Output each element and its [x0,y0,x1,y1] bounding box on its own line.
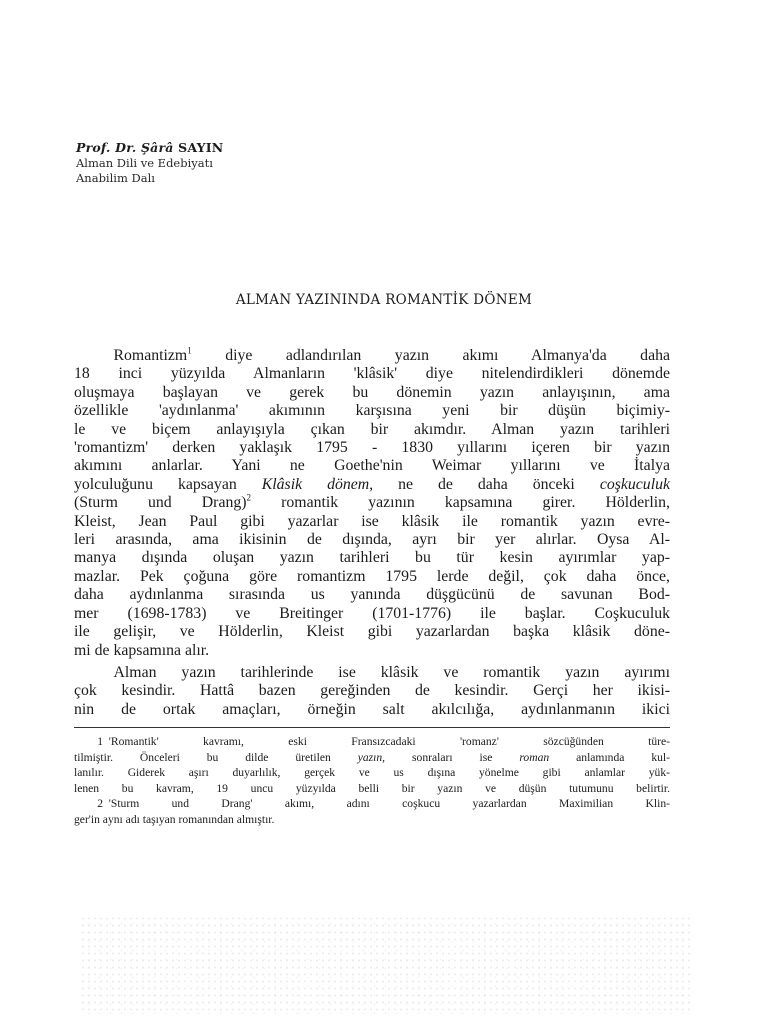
author-name [76,139,376,156]
emphasis-coskuculuk: coşkuculuk [599,475,670,493]
text-line: oluşmaya başlayan ve gerek bu dönemin yazın anlayışının, ama [74,383,670,401]
text-line: leri arasında, ama ikisinin de dışında, ayrı bir yer alırlar. Oysa Al- [74,531,670,549]
footnotes [74,734,670,827]
scan-noise-texture [80,915,690,1015]
footnote-1-line: lenen bu kavram, 19 uncu yüzyılda belli bir yazın ve düşün tutumunu belirtir. [74,781,670,795]
author-surname: SAYIN [178,140,224,155]
author-block [76,139,376,186]
footnote-1-line: lanılır. Giderek aşırı duyarlılık, gerçek ve us dışına yönelme gibi anlamlar yük- [74,766,670,779]
text-line: Alman yazın tarihlerinde ise klâsik ve romantik yazın ayırımı [113,664,670,681]
text-line: 'romantizm' derken yaklaşık 1795 - 1830 yıllarını içeren bir yazın [74,439,670,457]
paragraph-1 [74,347,670,660]
article-title: ALMAN YAZININDA ROMANTİK DÖNEM [235,292,533,308]
footnote-2-line: 2 'Sturm und Drang' akımı, adını coşkucu yazarlardan Maximilian Klin- [97,797,670,810]
text-line: özellikle 'aydınlanma' akımının karşısına yeni bir düşün biçimiy- [74,402,670,420]
footnote-2-number: 2 [97,797,103,810]
text-line: akımını anlarlar. Yani ne Goethe'nin Weimar yıllarını ve İtalya [74,457,670,475]
emphasis-klasik-donem: Klâsik dönem, [261,475,374,493]
text-line: nin de ortak amaçları, örneğin salt akılcılığa, aydınlanmanın ikici [74,700,670,718]
text-line: daha aydınlanma sırasında us yanında düşgücünü de savunan Bod- [74,586,670,604]
author-unit: Anabilim Dalı [76,171,155,185]
text-line: (Sturm und Drang)$^2$ romantik yazının kapsamına girer. Hölderlin, [74,492,670,512]
text-line: manya dışında oluşan yazın tarihleri bu tür kesin ayırımlar yap- [74,549,670,567]
paragraph-2 [74,664,670,719]
text-line: le ve biçem anlayışıyla çıkan bir akımdır. Alman yazın tarihleri [74,420,670,438]
text-line: yolculuğunu kapsayan Klâsik dönem, ne de daha önceki coşkuculuk [74,475,670,493]
footnote-1-line: 1 'Romantik' kavramı, eski Fransızcadaki 'romanz' sözcüğünden türe- [97,735,670,748]
author-title-name: Prof. Dr. Şârâ [76,140,174,155]
footnote-divider [74,727,670,728]
footnote-2-line: ger'in aynı adı taşıyan romanından almıştır. [74,812,275,826]
text-line: mazlar. Pek çoğuna göre romantizm 1795 lerde değil, çok daha önce, [74,567,670,585]
text-line: mi de kapsamına alır. [74,641,210,659]
footnote-ref-1[interactable]: 1 [187,345,192,356]
text-line: çok kesindir. Hattâ bazen gereğinden de kesindir. Gerçi her ikisi- [74,682,670,700]
text-line: Romantizm$^1$ diye adlandırılan yazın akımı Almanya'da daha [113,345,670,364]
text-line: 18 inci yüzyılda Almanların 'klâsik' diye nitelendirdikleri dönemde [74,365,670,383]
text-line: mer (1698-1783) ve Breitinger (1701-1776) ile başlar. Coşkuculuk [74,604,670,622]
author-department: Alman Dili ve Edebiyatı [76,156,213,170]
text-line: ile gelişir, ve Hölderlin, Kleist gibi yazarlardan başka klâsik döne- [74,623,670,641]
text-line: Kleist, Jean Paul gibi yazarlar ise klâsik ile romantik yazın evre- [74,512,670,530]
footnote-ref-2[interactable]: 2 [246,492,252,503]
footnote-1-number: 1 [97,735,103,748]
footnote-1-line: tilmiştir. Önceleri bu dilde üretilen yazın, sonraları ise roman anlamında kul- [74,750,671,764]
